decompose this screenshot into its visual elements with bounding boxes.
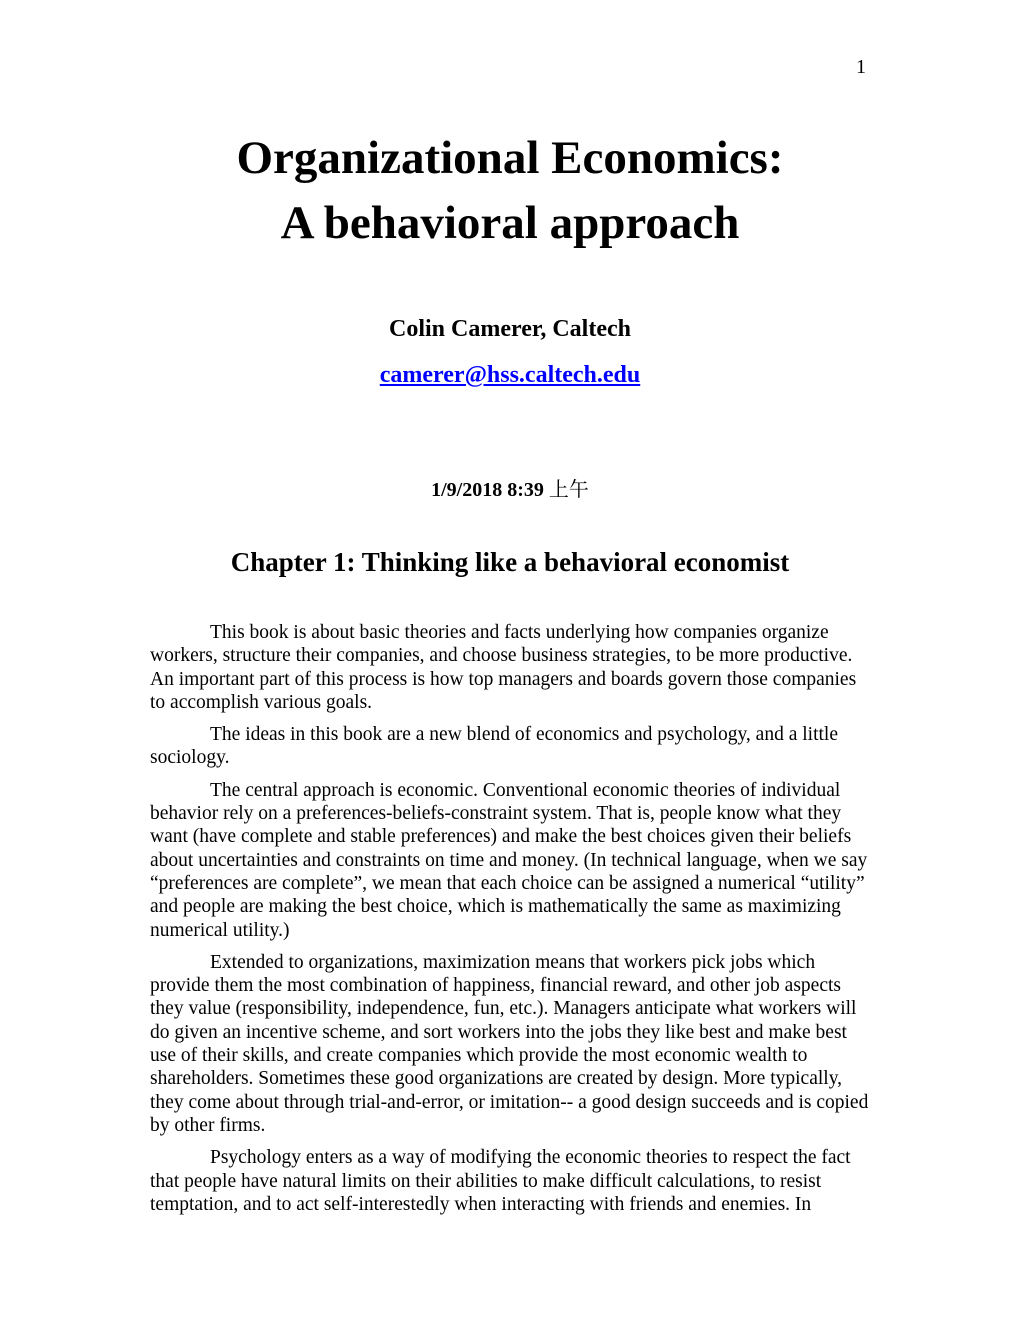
body-text (150, 621, 870, 1216)
paragraph-psychology: Psychology enters as a way of modifying the economic theories to respect the fact that people have natural limits on their abilities to make difficult calculations, to resist temptation, and to act self-interestedly when interacting with friends and enemies. In (150, 1147, 851, 1215)
paragraph-central-approach: The central approach is economic. Conventional economic theories of individual behavior rely on a preferences-beliefs-constraint system. That is, people know what they want (have complete and stable preferences) and make the best choices given their beliefs about uncertainties and constraints on time and money. (In technical language, when we say “preferences are complete”, we mean that each choice can be assigned a numerical “utility” and people are making the best choice, which is mathematically the same as maximizing numerical utility.) (150, 779, 868, 941)
email-line (150, 360, 870, 390)
author-line: Colin Camerer, Caltech (389, 316, 631, 342)
email-link[interactable]: camerer@hss.caltech.edu (379, 362, 641, 388)
date-line (150, 478, 870, 502)
paragraph-ideas-blend: The ideas in this book are a new blend of economics and psychology, and a little sociology. (150, 724, 838, 769)
date-timestamp: 1/9/2018 8:39 (431, 479, 544, 501)
document-title-line1: Organizational Economics: (236, 132, 784, 184)
date-meridiem: 上午 (548, 479, 589, 501)
paragraph-extended-organizations: Extended to organizations, maximization means that workers pick jobs which provide them the most combination of happiness, financial reward, and other job aspects they value (responsibility, independence, fun, etc.). Managers anticipate what workers will do given an incentive scheme, and sort workers into the jobs they like best and make best use of their skills, and create companies which provide the most economic wealth to shareholders. Sometimes these good organizations are created by design. More typically, they come about through trial-and-error, or imitation-- a good design succeeds and is copied by other firms. (150, 951, 869, 1136)
chapter-heading: Chapter 1: Thinking like a behavioral economist (230, 547, 790, 577)
document-title-line2: A behavioral approach (280, 197, 740, 249)
page-number: 1 (856, 56, 866, 78)
document-title (150, 126, 870, 256)
paragraph-intro: This book is about basic theories and facts underlying how companies organize workers, structure their companies, and choose business strategies, to be more productive. An important part of this process is how top managers and boards govern those companies to accomplish various goals. (150, 622, 857, 713)
